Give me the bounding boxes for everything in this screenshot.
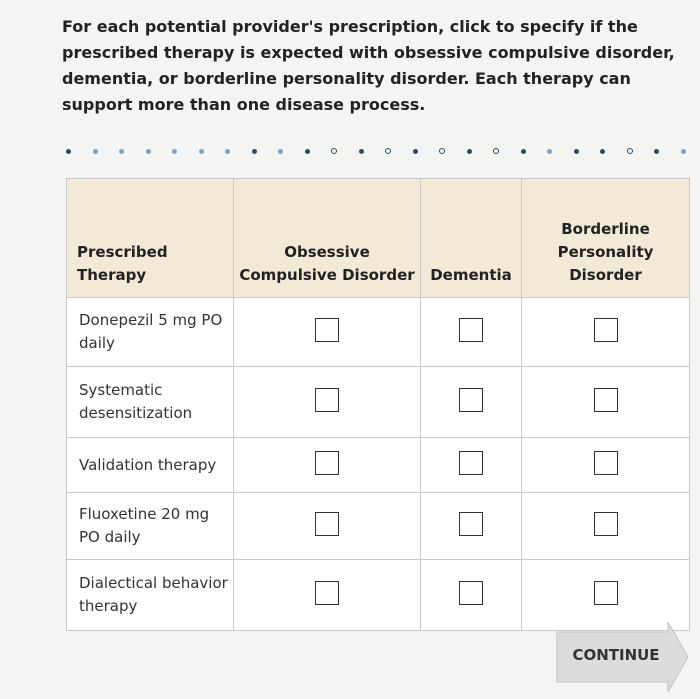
progress-dot [467,149,472,154]
checkbox-desensitization-dementia[interactable] [459,388,483,412]
checkbox-validation-dementia[interactable] [459,451,483,475]
progress-dot [521,149,526,154]
progress-dot [439,148,445,154]
checkbox-dbt-ocd[interactable] [315,581,339,605]
checkbox-fluoxetine-ocd[interactable] [315,512,339,536]
therapy-label: Fluoxetine 20 mg PO daily [67,493,234,560]
therapy-label: Validation therapy [67,438,234,493]
therapy-table [66,178,690,631]
therapy-label: Donepezil 5 mg PO daily [67,298,234,367]
progress-dot [93,149,98,154]
header-ocd: Obsessive Compulsive Disorder [234,179,421,298]
progress-dot [574,149,579,154]
progress-dots [66,148,686,154]
table-row [67,367,690,438]
table-row [67,560,690,631]
therapy-label: Dialectical behavior therapy [67,560,234,631]
table-row [67,298,690,367]
progress-dot [547,149,552,154]
progress-dot [305,149,310,154]
therapy-label: Systematic desensitization [67,367,234,438]
progress-dot [654,149,659,154]
checkbox-dbt-bpd[interactable] [594,581,618,605]
progress-dot [600,149,605,154]
progress-dot [146,149,151,154]
checkbox-donepezil-dementia[interactable] [459,318,483,342]
progress-dot [66,149,71,154]
header-bpd: Borderline Personality Disorder [522,179,690,298]
progress-dot [331,148,337,154]
header-dementia: Dementia [421,179,522,298]
progress-dot [493,148,499,154]
progress-dot [119,149,124,154]
table-row [67,493,690,560]
checkbox-donepezil-bpd[interactable] [594,318,618,342]
continue-label: CONTINUE [572,646,660,664]
instructions-text: For each potential provider's prescription, click to specify if the prescribed therapy is expected with obsessive compulsive disorder, dementia, or borderline personality disorder. Each therapy can support more than one disease process. [62,17,675,114]
progress-dot [199,149,204,154]
header-prescribed-therapy: Prescribed Therapy [67,179,234,298]
checkbox-validation-bpd[interactable] [594,451,618,475]
progress-dot [225,149,230,154]
table-header-row [67,179,690,298]
progress-dot [385,148,391,154]
progress-dot [359,149,364,154]
progress-dot [278,149,283,154]
checkbox-fluoxetine-bpd[interactable] [594,512,618,536]
progress-dot [627,148,633,154]
checkbox-dbt-dementia[interactable] [459,581,483,605]
table-row [67,438,690,493]
checkbox-validation-ocd[interactable] [315,451,339,475]
checkbox-desensitization-ocd[interactable] [315,388,339,412]
checkbox-desensitization-bpd[interactable] [594,388,618,412]
checkbox-donepezil-ocd[interactable] [315,318,339,342]
continue-button[interactable] [556,622,688,692]
progress-dot [172,149,177,154]
progress-dot [681,149,686,154]
checkbox-fluoxetine-dementia[interactable] [459,512,483,536]
progress-dot [413,149,418,154]
progress-dot [252,149,257,154]
